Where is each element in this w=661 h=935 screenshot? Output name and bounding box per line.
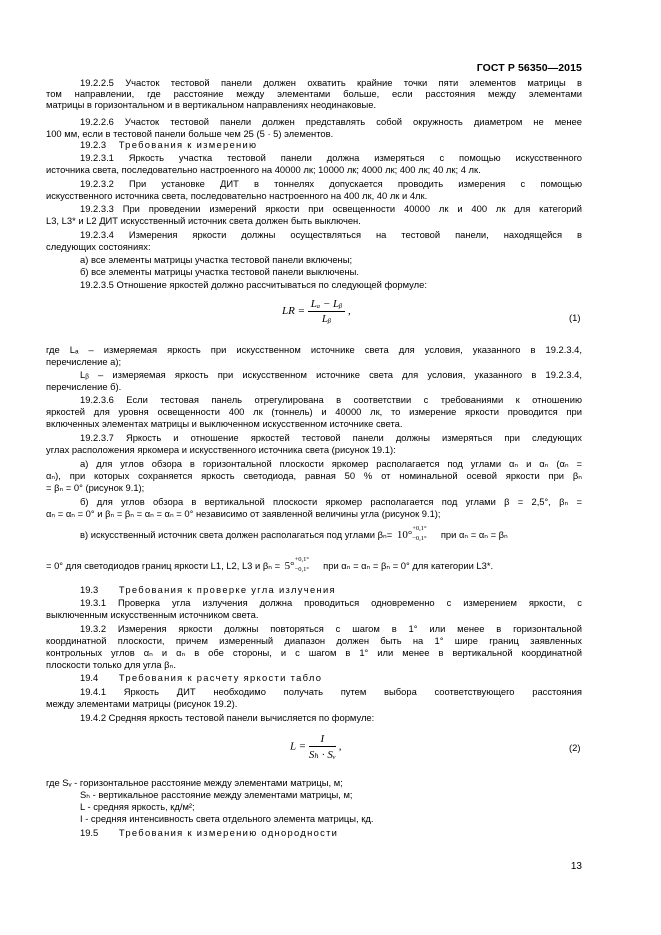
text-line: 19.2.3.5 Отношение яркостей должно рассчитываться по следующей формуле: bbox=[80, 279, 427, 290]
text-line: том направлении, где расстояние между элементами больше, если расстояния между элементами bbox=[46, 88, 582, 99]
tolerance-upper: +0,1° bbox=[412, 525, 427, 532]
equation-number: (2) bbox=[569, 742, 581, 753]
formula-tail: , bbox=[348, 305, 351, 318]
section-heading bbox=[80, 584, 582, 595]
tolerance-lower: −0,1° bbox=[294, 566, 309, 573]
text-fragment: в) искусственный источник света должен располагаться под углами βₙ= bbox=[80, 529, 393, 540]
text-line: Lᵦ – измеряемая яркость при искусственном источнике света для условия, указанного в 19.2.3.4, bbox=[80, 369, 582, 380]
text-line: 19.3.2 Измерения яркости должны повторяться с шагом в 1° или менее в горизонтальной bbox=[80, 623, 582, 634]
formula-tail: , bbox=[338, 740, 342, 753]
text-line: 19.4.2 Средняя яркость тестовой панели вычисляется по формуле: bbox=[80, 712, 375, 723]
text-fragment: при αₙ = αₙ = βₙ = 0° для категории L3*. bbox=[323, 560, 494, 571]
text-line: перечисление б). bbox=[46, 381, 122, 392]
formula-1 bbox=[282, 298, 351, 325]
text-line: 19.2.3.4 Измерения яркости должны осуществляться на тестовой панели, находящейся в bbox=[80, 229, 582, 240]
text-line: где Lₐ – измеряемая яркость при искусственном источнике света для условия, указанного в 19.2.3.4, bbox=[46, 344, 582, 355]
section-title: Требования к измерению bbox=[118, 139, 258, 150]
text-line: а) для углов обзора в горизонтальной плоскости яркомер располагается под углами αₙ и αₙ (αₙ = bbox=[80, 458, 582, 469]
text-line: матрицы в горизонтальном и в вертикальном направлениях неодинаковые. bbox=[46, 99, 377, 110]
angle-with-tolerance bbox=[396, 525, 427, 542]
text-line: 19.2.3.3 При проведении измерений яркости при освещенности 40000 лк и 400 лк для категорий bbox=[80, 203, 582, 214]
section-heading bbox=[80, 672, 582, 683]
formula-numerator: I bbox=[309, 733, 336, 747]
text-line: 19.2.2.5 Участок тестовой панели должен охватить крайние точки пяти элементов матрицы в bbox=[80, 77, 582, 88]
text-line: 19.3.1 Проверка угла излучения должна проводиться одновременно с измерением яркости, с bbox=[80, 597, 582, 608]
angle-with-tolerance bbox=[284, 556, 309, 573]
equation-number: (1) bbox=[569, 312, 581, 323]
text-line: = βₙ = 0° (рисунок 9.1); bbox=[46, 482, 145, 493]
text-line: 19.2.3.7 Яркость и отношение яркостей тестовой панели должны измеряться при следующих bbox=[80, 432, 582, 443]
text-line: где Sᵥ - горизонтальное расстояние между элементами матрицы, м; bbox=[46, 777, 343, 788]
text-line: углах расположения яркомера и искусственного источника света (рисунок 19.1): bbox=[46, 444, 396, 455]
section-title: Требования к расчету яркости табло bbox=[118, 672, 323, 683]
formula-2 bbox=[290, 733, 341, 761]
text-line: 100 мм, если в тестовой панели больше чем 25 (5 · 5) элементов. bbox=[46, 128, 334, 139]
text-line: Sₕ - вертикальное расстояние между элементами матрицы, м; bbox=[80, 789, 353, 800]
text-line: 19.2.3.1 Яркость участка тестовой панели должна измеряться с помощью искусственного bbox=[80, 152, 582, 163]
text-line-with-tolerance bbox=[46, 556, 582, 573]
section-heading bbox=[80, 827, 582, 838]
list-item: б) все элементы матрицы участка тестовой панели выключены. bbox=[80, 266, 359, 277]
standard-number: ГОСТ Р 56350—2015 bbox=[476, 62, 582, 74]
formula-denominator: Sₕ · Sᵥ bbox=[308, 749, 336, 761]
text-line: между элементами матрицы (рисунок 19.2). bbox=[46, 698, 238, 709]
section-title: Требования к проверке угла излучения bbox=[118, 584, 336, 595]
text-line: следующих состояниях: bbox=[46, 241, 151, 252]
text-line: 19.2.3.2 При установке ДИТ в тоннелях допускается проводить измерения с помощью bbox=[80, 178, 582, 189]
section-title: Требования к измерению однородности bbox=[118, 827, 339, 838]
text-line: выключенным искусственным источником света. bbox=[46, 609, 259, 620]
text-line-with-tolerance bbox=[80, 525, 582, 542]
list-item: а) все элементы матрицы участка тестовой панели включены; bbox=[80, 254, 353, 265]
section-number: 19.3 bbox=[80, 584, 99, 595]
formula-lhs: LR = bbox=[282, 305, 306, 318]
formula-lhs: L = bbox=[290, 740, 307, 753]
section-heading bbox=[80, 139, 582, 150]
text-line: L3, L3* и L2 ДИТ искусственный источник света должен быть выключен. bbox=[46, 215, 361, 226]
text-line: искусственного источника света, последовательно настроенного на 400 лк, 40 лк и 4лк. bbox=[46, 190, 428, 201]
formula-denominator: Lᵦ bbox=[321, 313, 332, 325]
text-line: 19.2.2.6 Участок тестовой панели должен представлять собой окружность диаметром не менее bbox=[80, 116, 582, 127]
text-line: 19.4.1 Яркость ДИТ необходимо получать путем выбора соответствующего расстояния bbox=[80, 686, 582, 697]
page-number: 13 bbox=[570, 861, 582, 872]
text-line: L - средняя яркость, кд/м²; bbox=[80, 801, 195, 812]
text-line: плоскости только для угла βₙ. bbox=[46, 659, 176, 670]
formula-fraction bbox=[308, 298, 346, 325]
tolerance-lower: −0,1° bbox=[412, 535, 427, 542]
text-line: αₙ), при которых сохраняется яркость светодиода, равная 50 % от номинальной осевой яркости при βₙ bbox=[46, 470, 582, 481]
angle-value: 10° bbox=[396, 529, 413, 541]
text-line: контрольных углов αₙ и αₙ в обе стороны, и с шагом в 1° или менее в вертикальной координатной bbox=[46, 647, 582, 658]
text-line: перечисление а); bbox=[46, 356, 122, 367]
text-line: яркостей для уровня освещенности 400 лк (тоннель) и 40000 лк, то измерение яркости проводится при bbox=[46, 406, 582, 417]
text-fragment: при αₙ = αₙ = βₙ bbox=[440, 529, 508, 540]
angle-value: 5° bbox=[284, 560, 295, 572]
formula-numerator: Lₐ − Lᵦ bbox=[308, 298, 346, 312]
text-line: источника света, последовательно настроенного на 40000 лк; 10000 лк; 4000 лк; 400 лк; 40 лк; 4 лк. bbox=[46, 164, 481, 175]
text-fragment: = 0° для светодиодов границ яркости L1, L2, L3 и βₙ = bbox=[46, 560, 281, 571]
text-line: координатной плоскости, причем измеренный диапазон должен быть на 1° шире границ заявленных bbox=[46, 635, 582, 646]
tolerance-upper: +0,1° bbox=[294, 556, 309, 563]
text-line: I - средняя интенсивность света отдельного элемента матрицы, кд. bbox=[80, 813, 374, 824]
text-line: б) для углов обзора в вертикальной плоскости яркомер располагается под углами β = 2,5°, βₙ = bbox=[80, 496, 582, 507]
text-line: αₙ = αₙ = 0° и βₙ = βₙ = αₙ = αₙ = 0° независимо от заявленной величины угла (рисунок 9.1); bbox=[46, 508, 441, 519]
text-line: включенных элементах матрицы и выключенном искусственном источнике света. bbox=[46, 418, 403, 429]
formula-fraction bbox=[309, 733, 336, 761]
section-number: 19.2.3 bbox=[80, 139, 107, 150]
section-number: 19.5 bbox=[80, 827, 99, 838]
section-number: 19.4 bbox=[80, 672, 99, 683]
text-line: 19.2.3.6 Если тестовая панель отрегулирована в соответствии с требованиями к отношению bbox=[80, 394, 582, 405]
